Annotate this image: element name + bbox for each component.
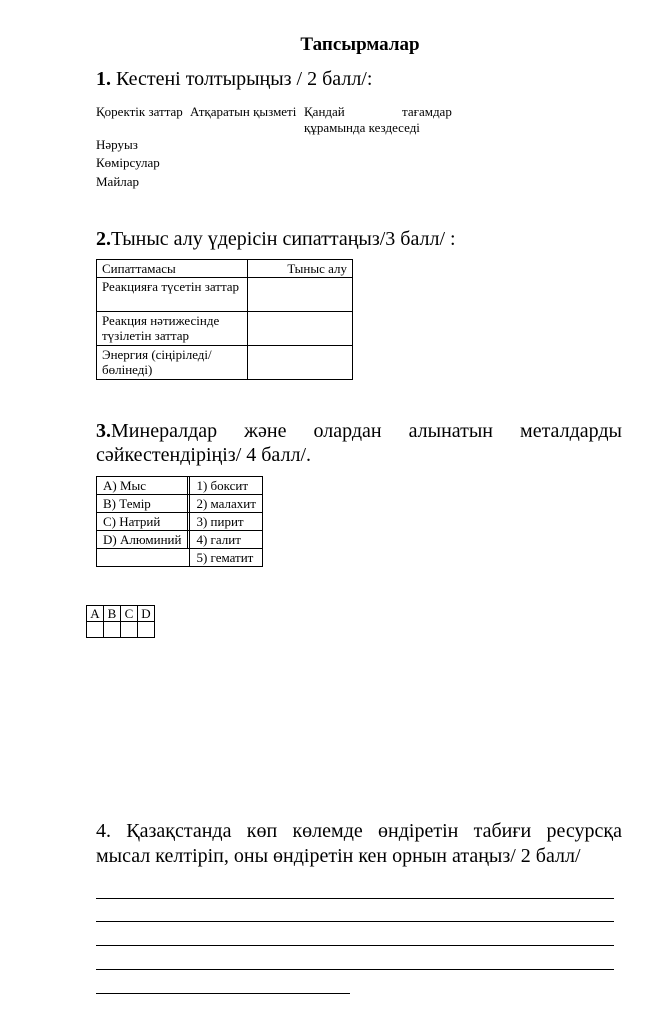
table-row [87, 622, 155, 638]
table-cell: 4) галит [190, 531, 263, 549]
answer-cell[interactable] [248, 278, 353, 312]
task1-heading-text: Кестені толтырыңыз / 2 балл/: [111, 68, 373, 90]
table-row [97, 531, 263, 549]
table-row [97, 346, 353, 380]
table-cell: Реакцияға түсетін заттар [97, 278, 248, 312]
answer-line[interactable] [96, 969, 614, 970]
table-row [97, 260, 353, 278]
answer-line[interactable] [96, 921, 614, 922]
task1-number: 1. [96, 68, 111, 90]
table-cell: 1) боксит [190, 477, 263, 495]
table-cell: C) Натрий [97, 513, 188, 531]
table-cell [97, 549, 190, 567]
task4-heading-line2: мысал келтіріп, оны өндіретін кен орнын атаңыз/ 2 балл/ [96, 845, 581, 867]
task2-number: 2. [96, 228, 111, 250]
answer-cell[interactable] [138, 622, 155, 638]
answer-line[interactable] [96, 945, 614, 946]
task1-col-foods-c: құрамында кездеседі [304, 120, 420, 135]
page-title: Тапсырмалар [300, 34, 420, 55]
task3-answer-grid [86, 605, 155, 638]
task4-heading-line1: 4. Қазақстанда көп көлемде өндіретін табиғи ресурсқа [96, 820, 622, 842]
table-row [97, 513, 263, 531]
table-row [97, 495, 263, 513]
answer-line[interactable] [96, 993, 350, 994]
table-cell: 5) гематит [190, 549, 263, 567]
task1-row-carbs: Көмірсулар [96, 155, 160, 170]
answer-cell[interactable] [87, 622, 104, 638]
table-cell: Энергия (сіңіріледі/ бөлінеді) [97, 346, 248, 380]
task1-col-foods-b: тағамдар [402, 104, 452, 119]
task1-col-foods-a: Қандай [304, 104, 345, 119]
task1-heading [96, 68, 372, 91]
answer-cell[interactable] [104, 622, 121, 638]
answer-cell[interactable] [248, 346, 353, 380]
table-cell: Реакция нәтижесінде түзілетін заттар [97, 312, 248, 346]
task2-table [96, 259, 353, 380]
task1-col-function: Атқаратын қызметі [190, 104, 297, 119]
table-row [87, 606, 155, 622]
task1-row-fats: Майлар [96, 174, 140, 189]
answer-header: C [121, 606, 138, 622]
table-row [97, 549, 263, 567]
table-header-cell: Тыныс алу [248, 260, 353, 278]
table-cell: B) Темір [97, 495, 188, 513]
table-cell: 2) малахит [190, 495, 263, 513]
table-row [97, 278, 353, 312]
task1-col-nutrients: Қоректік заттар [96, 104, 183, 119]
answer-header: B [104, 606, 121, 622]
answer-cell[interactable] [248, 312, 353, 346]
task3-heading-line2: сәйкестендіріңіз/ 4 балл/. [96, 444, 311, 466]
task3-number: 3. [96, 420, 111, 442]
task3-heading [96, 420, 622, 443]
task1-row-proteins: Нәруыз [96, 137, 138, 152]
answer-header: D [138, 606, 155, 622]
answer-header: A [87, 606, 104, 622]
table-header-cell: Сипаттамасы [97, 260, 248, 278]
answer-cell[interactable] [121, 622, 138, 638]
answer-line[interactable] [96, 898, 614, 899]
task2-heading-text: Тыныс алу үдерісін сипаттаңыз/3 балл/ : [111, 228, 456, 250]
table-cell: D) Алюминий [97, 531, 188, 549]
table-cell: 3) пирит [190, 513, 263, 531]
table-row [97, 477, 263, 495]
task2-heading [96, 228, 456, 251]
task3-matching-table [96, 476, 263, 567]
table-cell: A) Мыс [97, 477, 188, 495]
task3-heading-line1: Минералдар және олардан алынатын металдарды [111, 420, 622, 442]
table-row [97, 312, 353, 346]
